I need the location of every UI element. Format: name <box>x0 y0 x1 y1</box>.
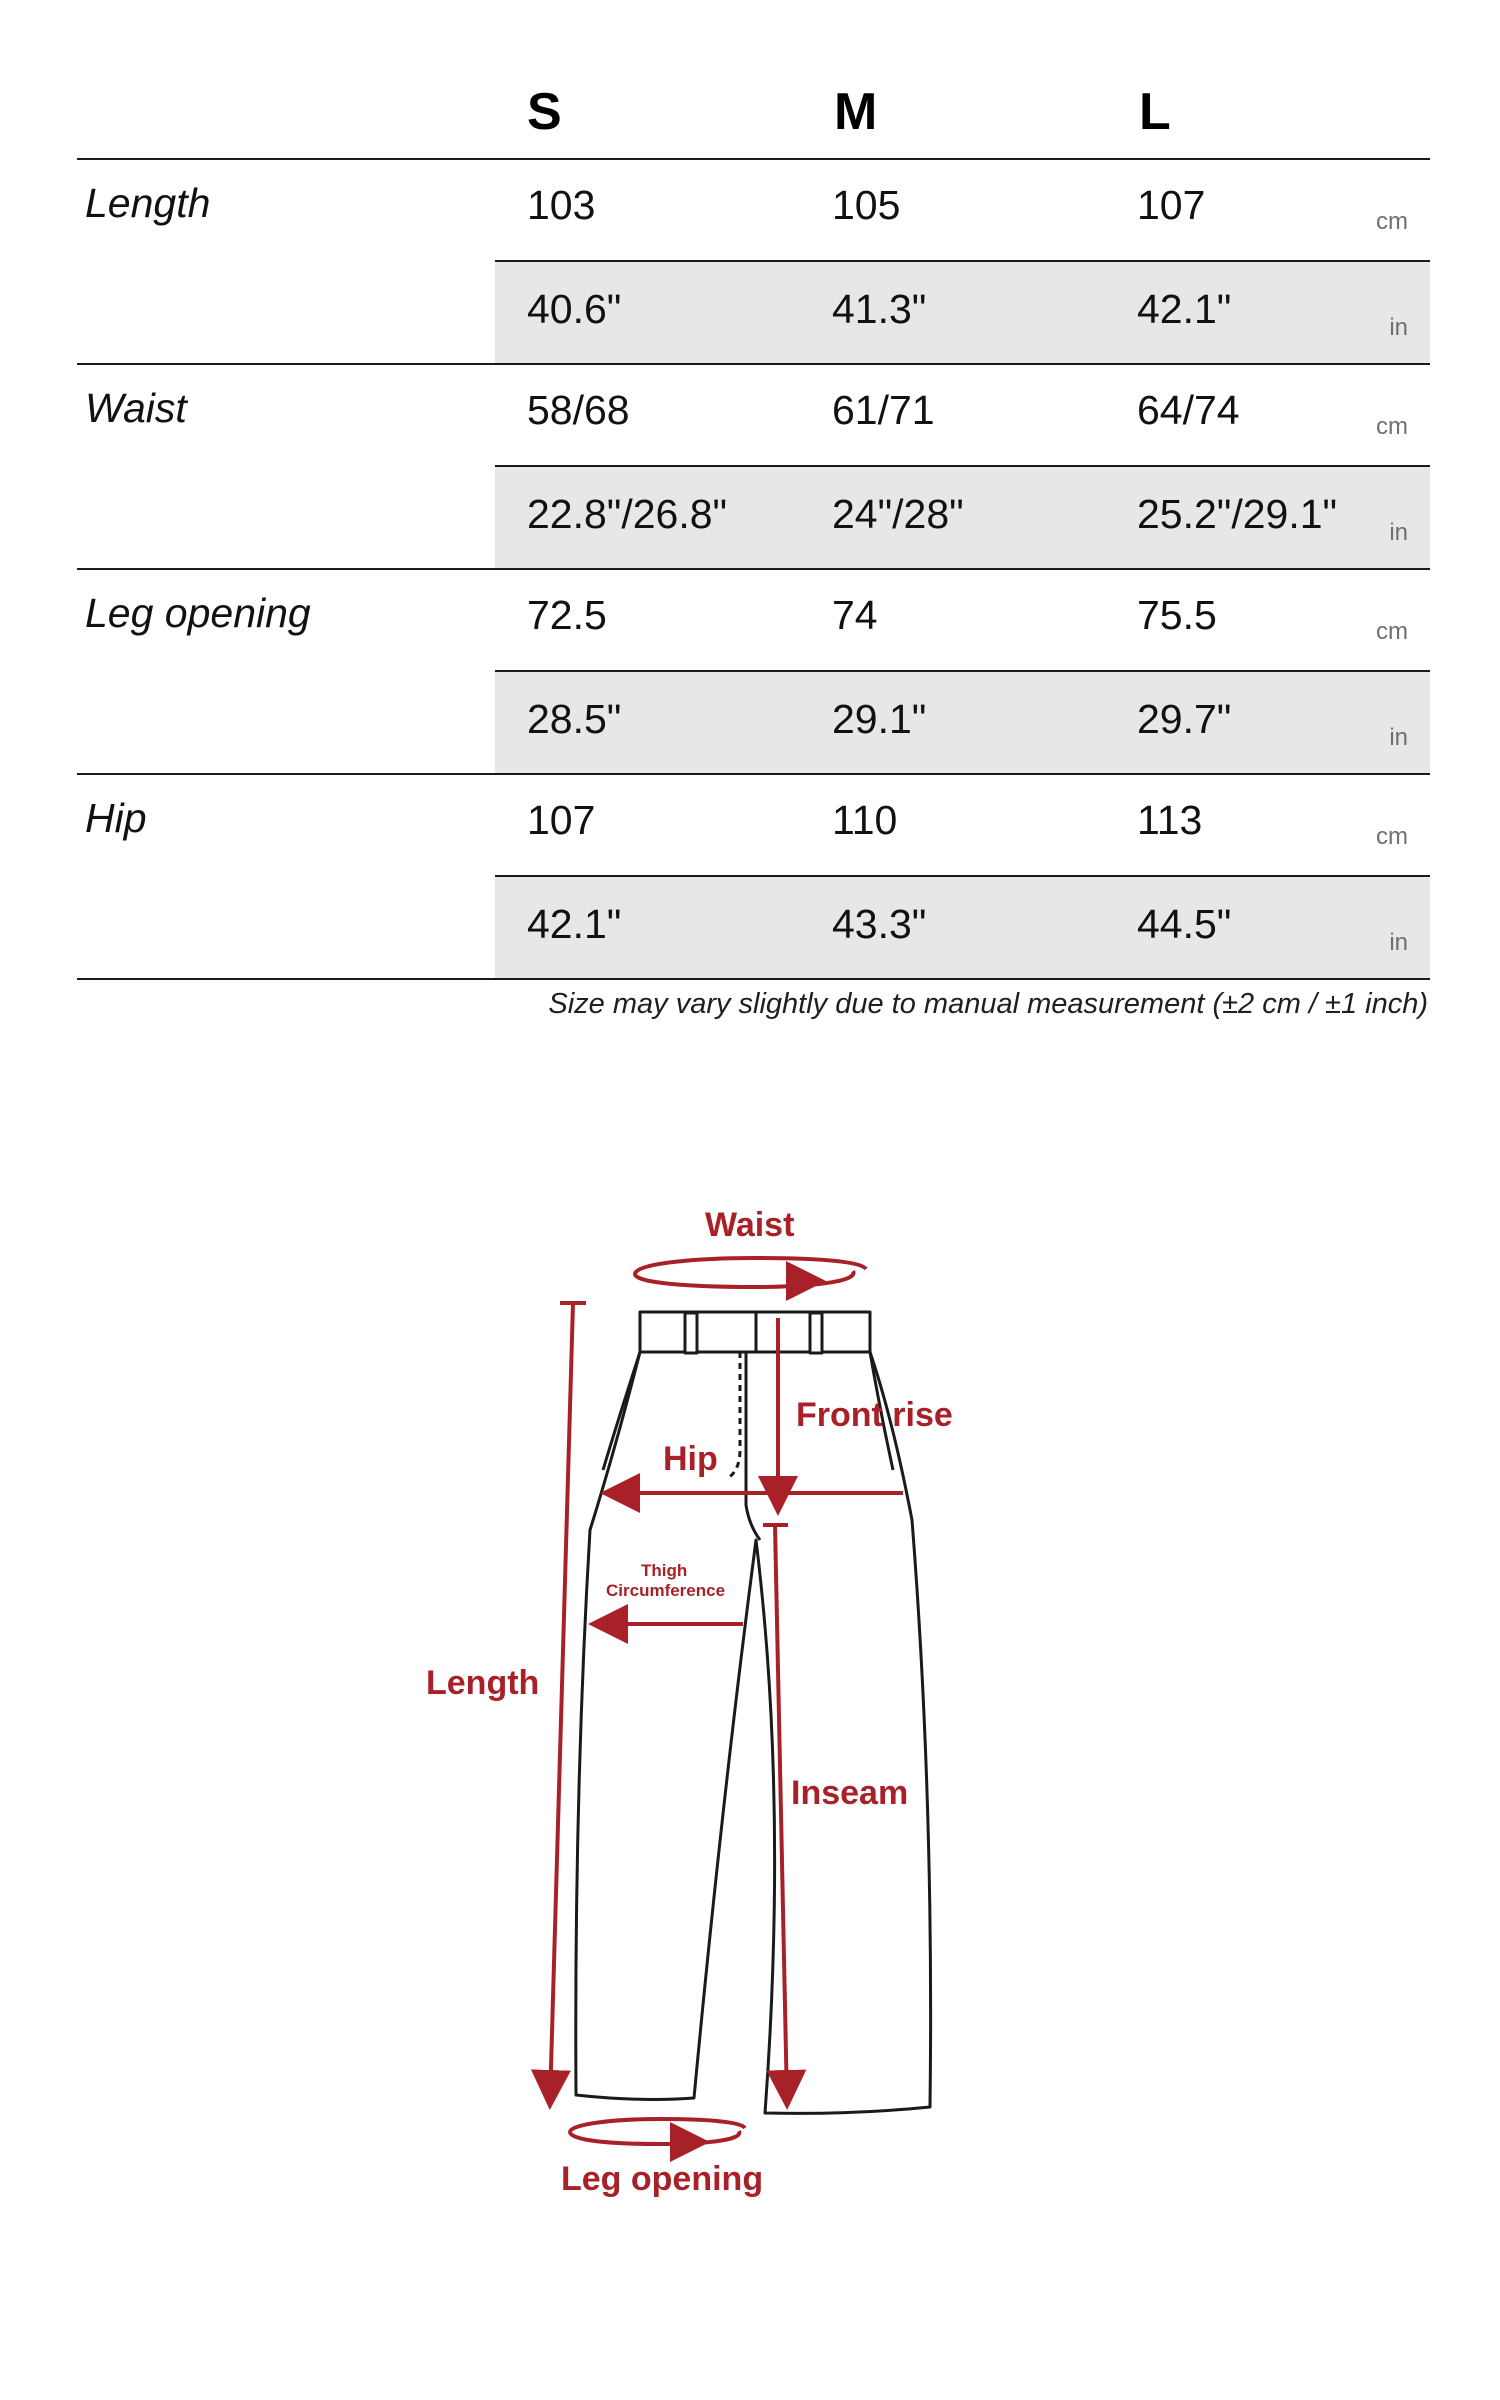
waist-in-l: 25.2"/29.1" <box>1137 491 1338 537</box>
front-rise-diagram-label: Front rise <box>796 1396 953 1434</box>
waist-in-row <box>495 467 1430 568</box>
length-diagram-label: Length <box>426 1664 540 1702</box>
hip-cm-l: 113 <box>1137 797 1203 843</box>
waist-cm-row <box>495 365 1430 467</box>
length-in-row <box>495 262 1430 363</box>
unit-in-label: in <box>1389 724 1408 751</box>
hip-diagram-label: Hip <box>663 1440 718 1478</box>
length-cm-s: 103 <box>527 182 596 228</box>
measurement-label-leg-opening: Leg opening <box>85 590 311 636</box>
size-chart-table <box>77 70 1430 980</box>
unit-cm-label: cm <box>1376 823 1408 850</box>
hip-cm-m: 110 <box>832 797 898 843</box>
waist-diagram-label: Waist <box>705 1206 795 1244</box>
waist-cm-l: 64/74 <box>1137 387 1240 433</box>
waist-cm-s: 58/68 <box>527 387 630 433</box>
measurement-note: Size may vary slightly due to manual measurement (±2 cm / ±1 inch) <box>548 988 1428 1020</box>
length-cm-l: 107 <box>1137 182 1206 228</box>
length-cm-m: 105 <box>832 182 901 228</box>
length-in-s: 40.6" <box>527 286 622 332</box>
unit-in-label: in <box>1389 314 1408 341</box>
length-cm-row <box>495 160 1430 262</box>
measurement-group-hip <box>77 775 1430 980</box>
leg-opening-in-m: 29.1" <box>832 696 927 742</box>
leg-opening-in-s: 28.5" <box>527 696 622 742</box>
length-in-l: 42.1" <box>1137 286 1232 332</box>
leg-opening-in-row <box>495 672 1430 773</box>
hip-in-l: 44.5" <box>1137 901 1232 947</box>
leg-opening-cm-m: 74 <box>832 592 878 638</box>
waist-in-s: 22.8"/26.8" <box>527 491 728 537</box>
unit-cm-label: cm <box>1376 413 1408 440</box>
leg-opening-cm-l: 75.5 <box>1137 592 1217 638</box>
hip-cm-row <box>495 775 1430 877</box>
measurement-label-waist: Waist <box>85 385 187 431</box>
inseam-diagram-label: Inseam <box>791 1774 909 1812</box>
leg-opening-diagram-label: Leg opening <box>561 2160 764 2198</box>
waist-in-m: 24"/28" <box>832 491 964 537</box>
unit-cm-label: cm <box>1376 208 1408 235</box>
measurement-label-hip: Hip <box>85 795 147 841</box>
unit-in-label: in <box>1389 519 1408 546</box>
measurement-group-leg-opening <box>77 570 1430 775</box>
measurement-group-length <box>77 160 1430 365</box>
hip-in-s: 42.1" <box>527 901 622 947</box>
hip-in-m: 43.3" <box>832 901 927 947</box>
unit-in-label: in <box>1389 929 1408 956</box>
waist-cm-m: 61/71 <box>832 387 935 433</box>
size-header-m: M <box>834 83 878 141</box>
unit-cm-label: cm <box>1376 618 1408 645</box>
hip-cm-s: 107 <box>527 797 596 843</box>
size-header-l: L <box>1139 83 1171 141</box>
pants-measurement-diagram <box>0 1180 1500 2280</box>
leg-opening-cm-row <box>495 570 1430 672</box>
measurement-group-waist <box>77 365 1430 570</box>
length-in-m: 41.3" <box>832 286 927 332</box>
size-header-s: S <box>527 83 562 141</box>
measurement-label-length: Length <box>85 180 211 226</box>
hip-in-row <box>495 877 1430 978</box>
leg-opening-cm-s: 72.5 <box>527 592 607 638</box>
thigh-diagram-label: Thigh <box>641 1561 688 1580</box>
size-header-row <box>77 70 1430 160</box>
leg-opening-in-l: 29.7" <box>1137 696 1232 742</box>
circumference-diagram-label: Circumference <box>606 1581 726 1600</box>
